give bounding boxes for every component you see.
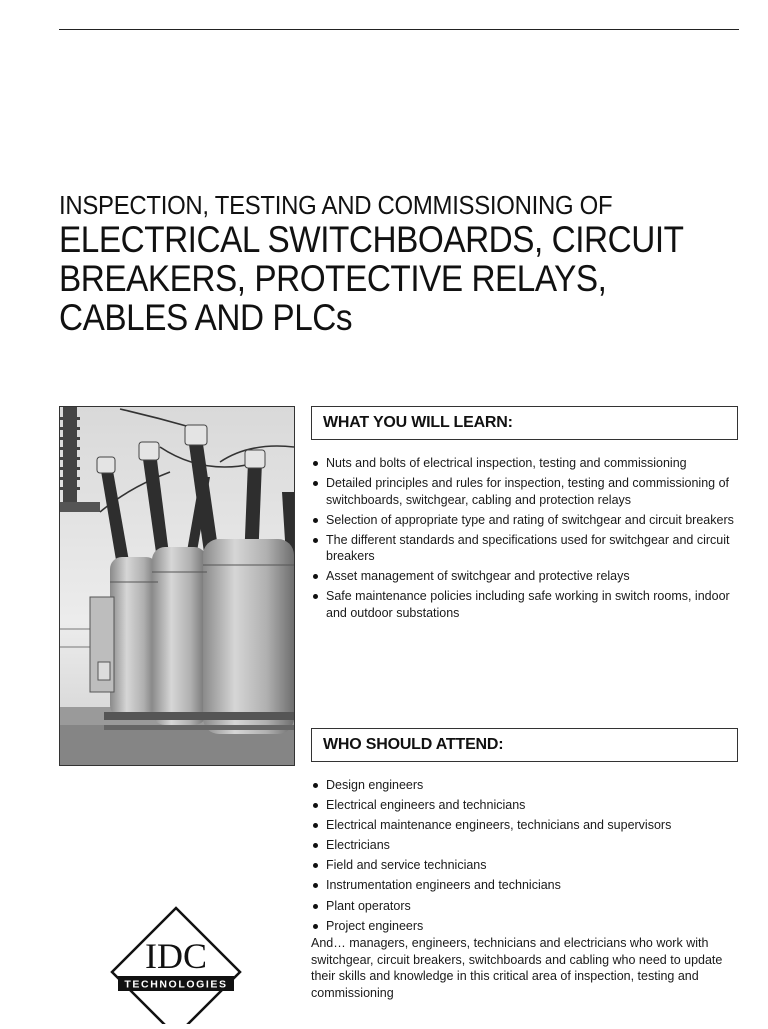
list-item: Electricians — [311, 837, 741, 854]
list-item: Detailed principles and rules for inspection, testing and commissioning of switchboards, switchgear, cabling and protection relays — [311, 475, 741, 508]
title-line-1: ELECTRICAL SWITCHBOARDS, CIRCUIT — [59, 219, 684, 260]
learn-list — [311, 455, 741, 625]
list-item: Project engineers — [311, 918, 741, 935]
list-item: Asset management of switchgear and protective relays — [311, 568, 741, 585]
title-kicker: INSPECTION, TESTING AND COMMISSIONING OF — [59, 190, 613, 220]
list-item: Safe maintenance policies including safe working in switch rooms, indoor and outdoor substations — [311, 588, 741, 621]
page-title — [59, 220, 689, 337]
list-item: Design engineers — [311, 777, 741, 794]
list-item: Nuts and bolts of electrical inspection, testing and commissioning — [311, 455, 741, 472]
list-item: Plant operators — [311, 898, 741, 915]
list-item: Selection of appropriate type and rating of switchgear and circuit breakers — [311, 512, 741, 529]
title-line-2: BREAKERS, PROTECTIVE RELAYS, — [59, 258, 607, 299]
circuit-breaker-photo — [59, 406, 295, 766]
title-line-3: CABLES AND PLCs — [59, 297, 353, 338]
attend-heading: WHO SHOULD ATTEND: — [311, 728, 738, 762]
list-item: The different standards and specifications used for switchgear and circuit breakers — [311, 532, 741, 565]
attend-list — [311, 777, 741, 938]
idc-technologies-logo — [110, 906, 242, 1024]
list-item: Instrumentation engineers and technicians — [311, 877, 741, 894]
top-rule — [59, 29, 739, 30]
logo-main-text: IDC — [145, 936, 207, 976]
logo-sub-text: TECHNOLOGIES — [124, 978, 228, 991]
learn-heading: WHAT YOU WILL LEARN: — [311, 406, 738, 440]
list-item: Electrical maintenance engineers, technicians and supervisors — [311, 817, 741, 834]
list-item: Field and service technicians — [311, 857, 741, 874]
list-item: Electrical engineers and technicians — [311, 797, 741, 814]
attend-closing: And… managers, engineers, technicians and electricians who work with switchgear, circuit breakers, switchboards and cabling who need to update their skills and knowledge in this critical area of inspection, testing and commissioning — [311, 936, 723, 1000]
